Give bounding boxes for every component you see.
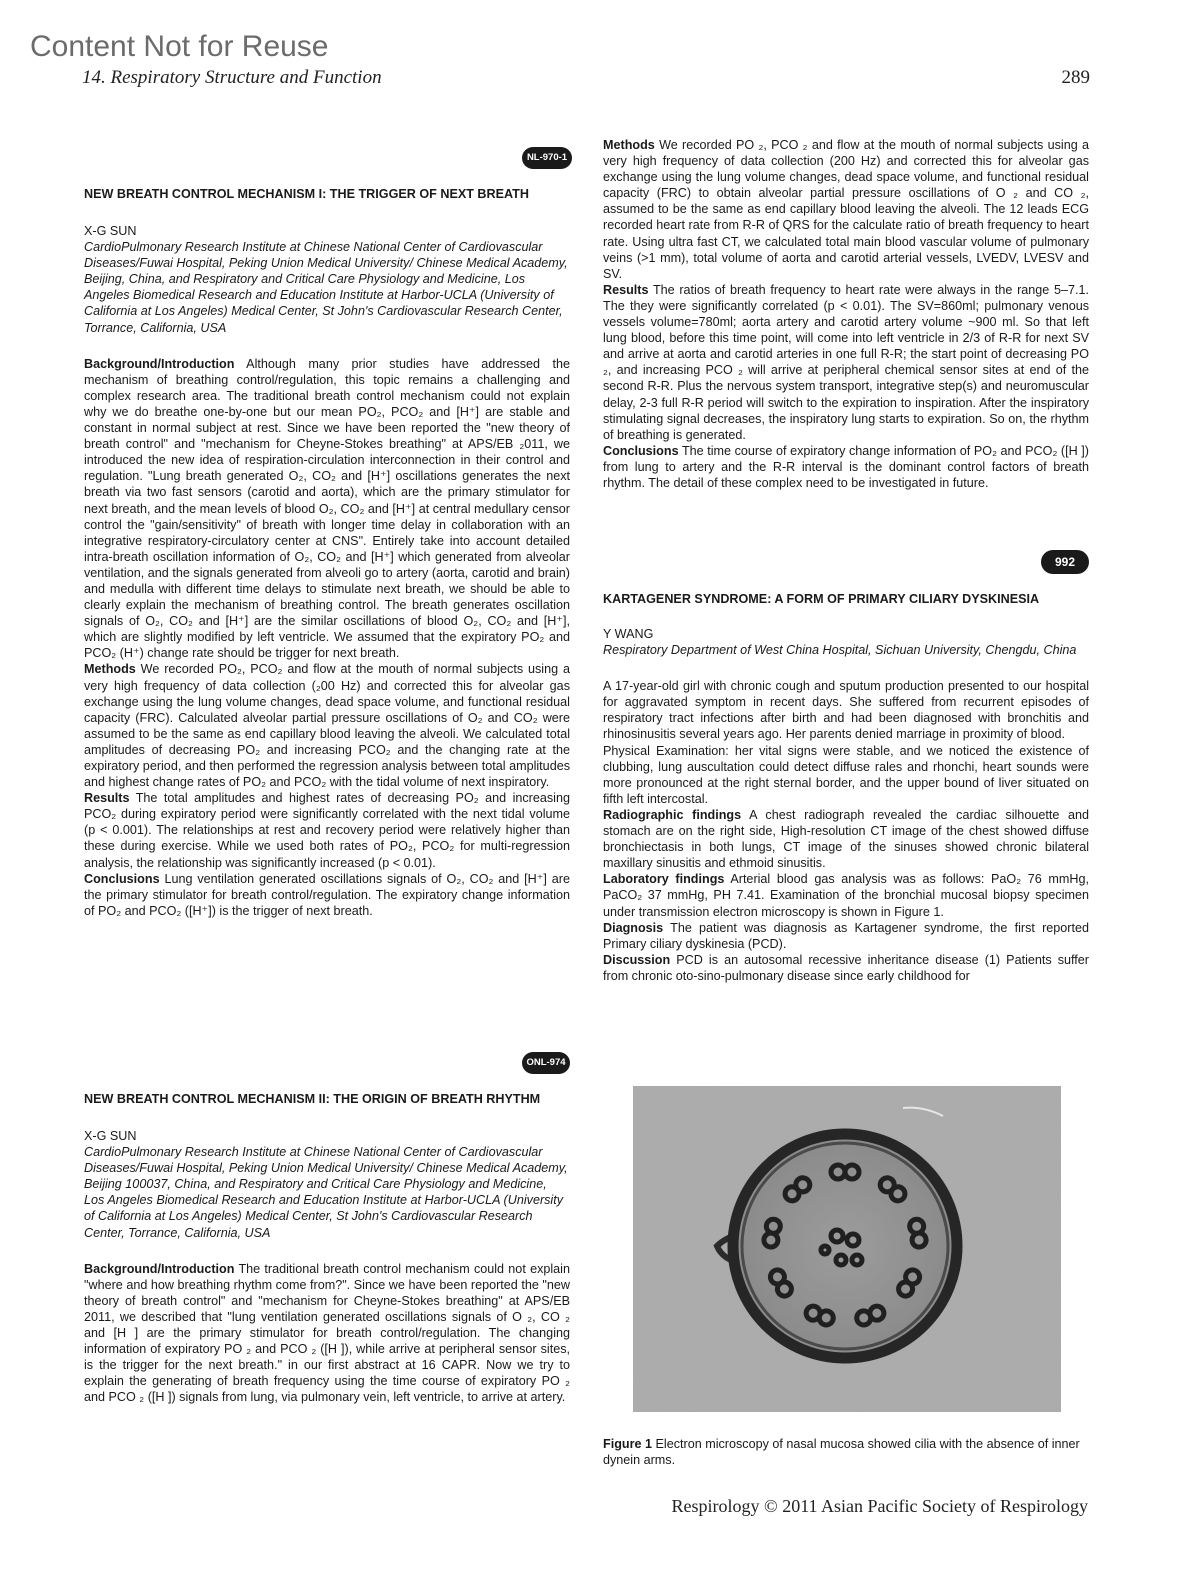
- section-label: Results: [603, 282, 649, 297]
- section-background: [84, 356, 570, 662]
- section-background: [84, 1261, 570, 1406]
- figure-micrograph: [633, 1086, 1061, 1412]
- footer-copyright: Respirology © 2011 Asian Pacific Society of Respirology: [671, 1496, 1088, 1516]
- abstract-title: NEW BREATH CONTROL MECHANISM II: THE ORIGIN OF BREATH RHYTHM: [84, 1092, 541, 1106]
- abstract-affiliation: Respiratory Department of West China Hospital, Sichuan University, Chengdu, China: [603, 643, 1077, 658]
- section-text: PCD is an autosomal recessive inheritance disease (1) Patients suffer from chronic oto-sino-pulmonary disease since early childhood for: [603, 952, 1090, 983]
- section-laboratory: [603, 871, 1089, 919]
- abstract-body: [603, 678, 1089, 984]
- running-head: 14. Respiratory Structure and Function: [82, 67, 382, 88]
- section-text: We recorded PO₂, PCO₂ and flow at the mouth of normal subjects using a very high frequency of data collection (₂00 Hz) and corrected this for alveolar gas exchange using the lung volume changes, dead space volume, and functional residual capacity (FRC). Calculated alveolar partial pressure oscillations of O₂ and CO₂ were assumed to be the same as end capillary blood leaving the alveoli. We calculated total amplitudes of decreasing PO₂ and increasing PCO₂ and the changing rate at the expiratory period, and then performed the regression analysis between total amplitudes and highest change rates of PO₂ and PCO₂ with the tidal volume of next inspiratory.: [84, 662, 570, 790]
- section-diagnosis: [603, 920, 1089, 952]
- abstract-affiliation: CardioPulmonary Research Institute at Chinese National Center of Cardiovascular Diseases/Fuwai Hospital, Peking Union Medical University/ Chinese Medical Academy, Beijing, China, and Respiratory and Critical Care Physiology and Medicine, Los Angeles Biomedical Research and Education Institute at Harbor-UCLA (University of California at Los Angeles) Medical Center, St John's Cardiovascular Research Center, Torrance, California, USA: [84, 240, 568, 335]
- section-discussion: [603, 952, 1089, 984]
- section-label: Diagnosis: [603, 920, 664, 935]
- figure-caption-label: Figure 1: [603, 1437, 652, 1451]
- section-radiographic: [603, 807, 1089, 871]
- abstract-badge: 992: [1041, 550, 1089, 574]
- section-text: The patient was diagnosis as Kartagener syndrome, the first reported Primary ciliary dyskinesia (PCD).: [603, 920, 1089, 951]
- abstract-author: Y WANG: [603, 627, 654, 641]
- abstract-badge: ONL-974: [522, 1052, 570, 1074]
- abstract-badge: NL-970-1: [522, 147, 572, 169]
- section-label: Radiographic findings: [603, 807, 742, 822]
- section-label: Conclusions: [84, 871, 160, 886]
- section-text: The total amplitudes and highest rates of decreasing PO₂ and increasing PCO₂ during expiratory period were significantly correlated with the next tidal volume (p < 0.001). The relationships at rest and recovery period were relatively higher than these during exercise. While we used both rates of PO₂, PCO₂ for multi-regression analysis, the relationship was significantly increased (p < 0.01).: [84, 791, 570, 870]
- section-label: Discussion: [603, 952, 671, 967]
- section-methods: [84, 661, 570, 790]
- section-results: [603, 282, 1089, 443]
- section-text: The traditional breath control mechanism could not explain "where and how breathing rhythm come from?". Since we have been reported the "new theory of breath control" and "mechanism for Cheyne-Stokes breathing" at APS/EB 2011, we described that "lung ventilation generated oscillations signals of O ₂, CO ₂ and [H ] are the primary stimulator for breath control/regulation. The changing information of expiratory PO ₂ and PCO ₂ ([H ]), while arrive at peripheral sensor sites, is the trigger for the next breath." in our first abstract at 16 CAPR. Now we try to explain the generating of breath frequency using the time course of expiratory PO ₂ and PCO ₂ ([H ]) signals from lung, via pulmonary vein, left ventricle, to arrive at artery.: [84, 1261, 570, 1405]
- section-text: Lung ventilation generated oscillations signals of O₂, CO₂ and [H⁺] are the primary stimulator for breath control/regulation. The expiratory change information of PO₂ and PCO₂ ([H⁺]) is the trigger of next breath.: [84, 871, 571, 918]
- section-methods: [603, 137, 1089, 282]
- section-text: We recorded PO ₂, PCO ₂ and flow at the mouth of normal subjects using a very high frequency of data collection (200 Hz) and corrected this for alveolar gas exchange using the lung volume changes, dead space volume, and functional residual capacity (FRC) to obtain alveolar partial pressure oscillations of O ₂ and CO ₂, assumed to be the same as end capillary blood leaving the alveoli. The 12 leads ECG recorded heart rate from R-R of QRS for the calculate ratio of breath frequency to heart rate. Using ultra fast CT, we calculated total main blood vascular volume of pulmonary veins (>1 mm), total volume of aorta and carotid arterial vessels, LVEDV, LVESV and SV.: [603, 138, 1090, 281]
- abstract-title: KARTAGENER SYNDROME: A FORM OF PRIMARY CILIARY DYSKINESIA: [603, 592, 1040, 606]
- abstract-body: [84, 1261, 570, 1406]
- section-label: Laboratory findings: [603, 872, 725, 887]
- section-label: Results: [84, 791, 130, 806]
- figure-caption: [603, 1436, 1089, 1468]
- abstract-author: X-G SUN: [84, 224, 137, 238]
- section-text: Although many prior studies have addressed the mechanism of breathing control/regulation, this topic remains a challenging and complex research area. The traditional breath control mechanism could not explain why we do breathe one-by-one but our mean PO₂, PCO₂ and [H⁺] are stable and constant in normal subject at rest. Since we have been reported the "new theory of breath control" and "mechanism for Cheyne-Stokes breathing" at APS/EB ₂011, we introduced the new idea of respiration-circulation interconnection in their control and regulation. "Lung breath generated O₂, CO₂ and [H⁺] oscillations generates the next breath via two fast sensors (carotid and aorta), which are the primary stimulator for next breath, and the mean levels of blood O₂, CO₂ and [H⁺] at central medullary censor control the "gain/sensitivity" of breath with longer time delay in collaboration with an integrative respiratory-circulatory center at CNS". Entirely take into account detailed intra-breath oscillation information of O₂, CO₂ and [H⁺] which generated from alveolar ventilation, and the signals generated from alveoli go to artery (aorta, carotid and brain) and medulla with different time delays to stimulate next breath, we should be able to clearly explain the mechanism of breathing control. The breath generates oscillation signals of O₂, CO₂ and [H⁺] are the similar oscillations of blood O₂, CO₂ and [H⁺], which are slightly modified by left ventricle. We assumed that the expiratory PO₂ and PCO₂ (H⁺) change rate should be trigger for next breath.: [84, 356, 571, 661]
- section-conclusions: [84, 871, 570, 919]
- section-text: The ratios of breath frequency to heart rate were always in the range 5–7.1. The they were significantly correlated (p < 0.01). The SV=860ml; pulmonary venous vessels volume=780ml; aorta artery and carotid artery volume ~900 ml. So that left lung blood, before this time point, will come into left ventricle in 2/3 of R-R for next SV and arrive at aorta and carotid arteries in one full R-R; the start point of decreasing PO ₂, and increasing PCO ₂ will arrive at peripheral chemical sensor sites at end of the second R-R. Plus the nervous system transport, integrative step(s) and neuromuscular delay, 2-3 full R-R period will switch to the expiration to inspiration. After the inspiratory stimulating signal decreases, the inspiratory lung starts to expiration. So on, the rhythm of breathing is generated.: [603, 282, 1089, 442]
- physical-examination: Physical Examination: her vital signs were stable, and we noticed the existence of clubbing, lung auscultation could detect diffuse rales and rhonchi, heart sounds were more pronounced at the right sternal border, and the upper bound of liver situated on fifth left intercostal.: [603, 743, 1089, 806]
- abstract-affiliation: CardioPulmonary Research Institute at Chinese National Center of Cardiovascular Diseases/Fuwai Hospital, Peking Union Medical University/ Chinese Medical Academy, Beijing 100037, China, and Respiratory and Critical Care Physiology and Medicine, Los Angeles Biomedical Research and Education Institute at Harbor-UCLA (University of California at Los Angeles) Medical Center, St John's Cardiovascular Research Center, Torrance, California, USA: [84, 1145, 568, 1240]
- abstract-2-continued: [603, 137, 1089, 491]
- section-label: Background/Introduction: [84, 356, 235, 371]
- page-number: 289: [1061, 67, 1090, 88]
- section-label: Methods: [603, 138, 655, 152]
- cilium-cross-section-image: [633, 1086, 1061, 1412]
- section-label: Conclusions: [603, 443, 679, 458]
- section-label: Background/Introduction: [84, 1261, 235, 1276]
- watermark: Content Not for Reuse: [30, 30, 329, 63]
- section-text: The time course of expiratory change information of PO₂ and PCO₂ ([H ]) from lung to artery and the R-R interval is the dominant control factors of breath rhythm. The detail of these complex need to be investigated in future.: [603, 443, 1090, 490]
- section-text: A chest radiograph revealed the cardiac silhouette and stomach are on the right side, High-resolution CT image of the chest showed diffuse bronchiectasis in both lungs, CT image of the sinuses showed chronic bilateral maxillary sinusitis and ethmoid sinusitis.: [603, 807, 1089, 871]
- abstract-body: [84, 356, 570, 919]
- abstract-title: NEW BREATH CONTROL MECHANISM I: THE TRIGGER OF NEXT BREATH: [84, 187, 529, 201]
- section-text: Arterial blood gas analysis was as follows: PaO₂ 76 mmHg, PaCO₂ 37 mmHg, PH 7.41. Examination of the bronchial mucosal biopsy specimen under transmission electron microscopy is shown in Figure 1.: [603, 872, 1089, 919]
- section-results: [84, 790, 570, 870]
- section-conclusions: [603, 443, 1089, 491]
- case-intro: A 17-year-old girl with chronic cough and sputum production presented to our hospital for aggravated symptom in recent days. She suffered from recurrent episodes of respiratory tract infections after birth and had been diagnosed with bronchitis and rhinosinusitis several years ago. Her parents denied marriage in proximity of blood.: [603, 679, 1089, 742]
- abstract-author: X-G SUN: [84, 1129, 137, 1143]
- section-label: Methods: [84, 662, 136, 677]
- figure-caption-text: Electron microscopy of nasal mucosa showed cilia with the absence of inner dynein arms.: [603, 1437, 1080, 1467]
